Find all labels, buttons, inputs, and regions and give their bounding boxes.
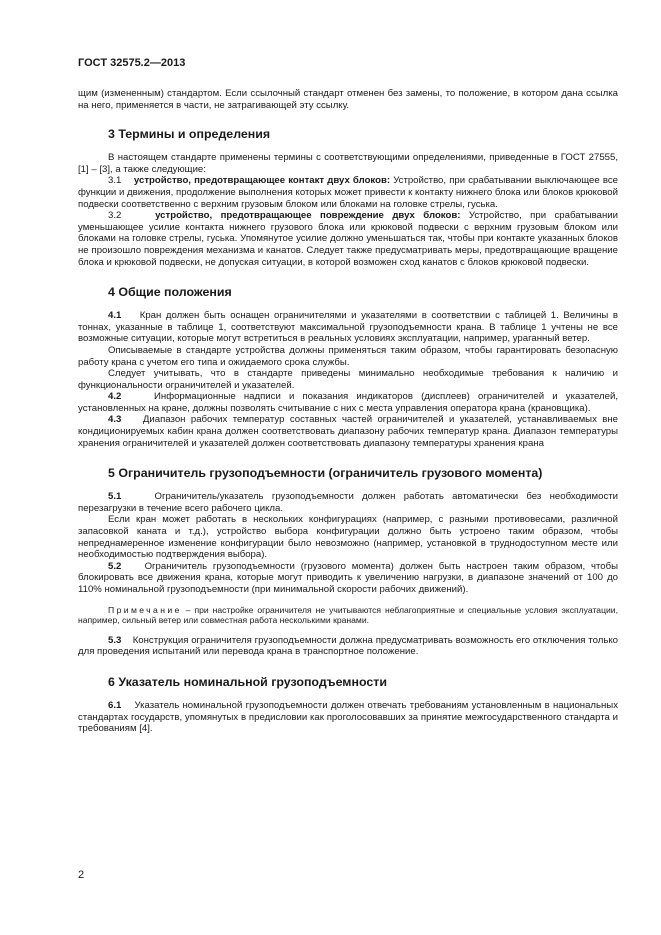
document-body bbox=[78, 88, 618, 735]
note bbox=[78, 605, 618, 626]
clause-5-2: 5.2 Ограничитель грузоподъемности (грузового момента) должен быть настроен таким образом, чтобы блокировать все движения крана, которые могут приводить к увеличению нагрузки, в диапазоне значений от 100 до 110% номинальной грузоподъемности (при минимальной скорости рабочих движений). bbox=[78, 560, 618, 595]
note-text: – при настройке ограничителя не учитываются неблагоприятные и специальные условия эксплуатации, например, сильный ветер или совместная работа несколькими кранами. bbox=[78, 604, 618, 626]
term-3-1: 3.1 устройство, предотвращающее контакт двух блоков: Устройство, при срабатывании выключающее все функции и движения, продолжение выполнения которых может привести к контакту нижнего блока или блоков крюковой подвески соответственно с верхним грузовым блоком или блоками на головке стрелы, гуська. bbox=[78, 175, 618, 210]
standard-code: ГОСТ 32575.2—2013 bbox=[78, 57, 186, 69]
s5-paragraph-2: Если кран может работать в нескольких конфигурациях (например, с разными противовесами, различной запасовкой каната и т.д.), устройство выбора конфигурации должно быть устроено таким образом, чтобы непреднамеренное изменение конфигурации было невозможно (например, установкой в труднодоступном месте или необходимостью подтверждения выбора). bbox=[78, 514, 618, 561]
clause-5-3: 5.3 Конструкция ограничителя грузоподъемности должна предусматривать возможность его отключения только для проведения испытаний или перевода крана в транспортное положение. bbox=[78, 634, 618, 658]
note-label: Примечание bbox=[108, 604, 182, 615]
clause-6-1: 6.1 Указатель номинальной грузоподъемности должен отвечать требованиям установленным в национальных стандартах государств, упомянутых в предисловии как проголосовавших за принятие межгосударственного стандарта и требованиям [4]. bbox=[78, 699, 618, 735]
page-number: 2 bbox=[78, 869, 85, 881]
s4-paragraph-2: Описываемые в стандарте устройства должны применяться таким образом, чтобы гарантировать безопасную работу крана с учетом его типа и ожидаемого срока службы. bbox=[78, 344, 618, 368]
section-6-title: 6 Указатель номинальной грузоподъемности bbox=[108, 674, 387, 689]
term-3-2: 3.2 устройство, предотвращающее повреждение двух блоков: Устройство, при срабатывании уменьшающее усилие контакта нижнего грузового блока или крюковой подвески с верхним грузовым блоком или блоками на головке стрелы, гуська. Упомянутое усилие должно уменьшаться так, чтобы при контакте указанных блоков не произошло повреждения механизма и канатов. Следует также предусматривать меры, предотвращающие вращение блока и крюковой подвески, не допуская ситуации, в которой возможен сход канатов с блоков крюковой подвески. bbox=[78, 210, 618, 268]
clause-4-2: 4.2 Информационные надписи и показания индикаторов (дисплеев) ограничителей и указателей, установленных на кране, должны позволять считывание с них с места управления оператора крана (крановщика). bbox=[78, 391, 618, 414]
clause-4-1: 4.1 Кран должен быть оснащен ограничителями и указателями в соответствии с таблицей 1. Величины в тоннах, указанные в таблице 1, соответствуют максимальной грузоподъемности крана. В таблице 1 учтены не все возможные ситуации, которые могут встретиться в реальных условиях эксплуатации, например, ураганный ветер. bbox=[78, 310, 618, 345]
clause-5-1: 5.1 Ограничитель/указатель грузоподъемности должен работать автоматически без необходимости перезагрузки в течение всего рабочего цикла. bbox=[78, 491, 618, 514]
section-5-title: 5 Ограничитель грузоподъемности (ограничитель грузового момента) bbox=[108, 466, 543, 481]
s4-paragraph-3: Следует учитывать, что в стандарте приведены минимально необходимые требования к наличию и функциональности ограничителей и указателей. bbox=[78, 368, 618, 391]
section-3-title: 3 Термины и определения bbox=[108, 127, 271, 142]
intro-paragraph: щим (измененным) стандартом. Если ссылочный стандарт отменен без замены, то положение, в котором дана ссылка на него, применяется в части, не затрагивающей эту ссылку. bbox=[78, 88, 618, 111]
clause-4-3: 4.3 Диапазон рабочих температур составных частей ограничителей и указателей, устанавливаемых вне кондиционируемых кабин крана должен соответствовать диапазону рабочих температур крана. Диапазон температуры хранения ограничителей и указателей должен соответствовать диапазону температуры хранения крана bbox=[78, 414, 618, 449]
s3-paragraph: В настоящем стандарте применены термины с соответствующими определениями, приведенные в ГОСТ 27555, [1] – [3], а также следующие: bbox=[78, 152, 618, 175]
section-4-title: 4 Общие положения bbox=[108, 285, 232, 300]
